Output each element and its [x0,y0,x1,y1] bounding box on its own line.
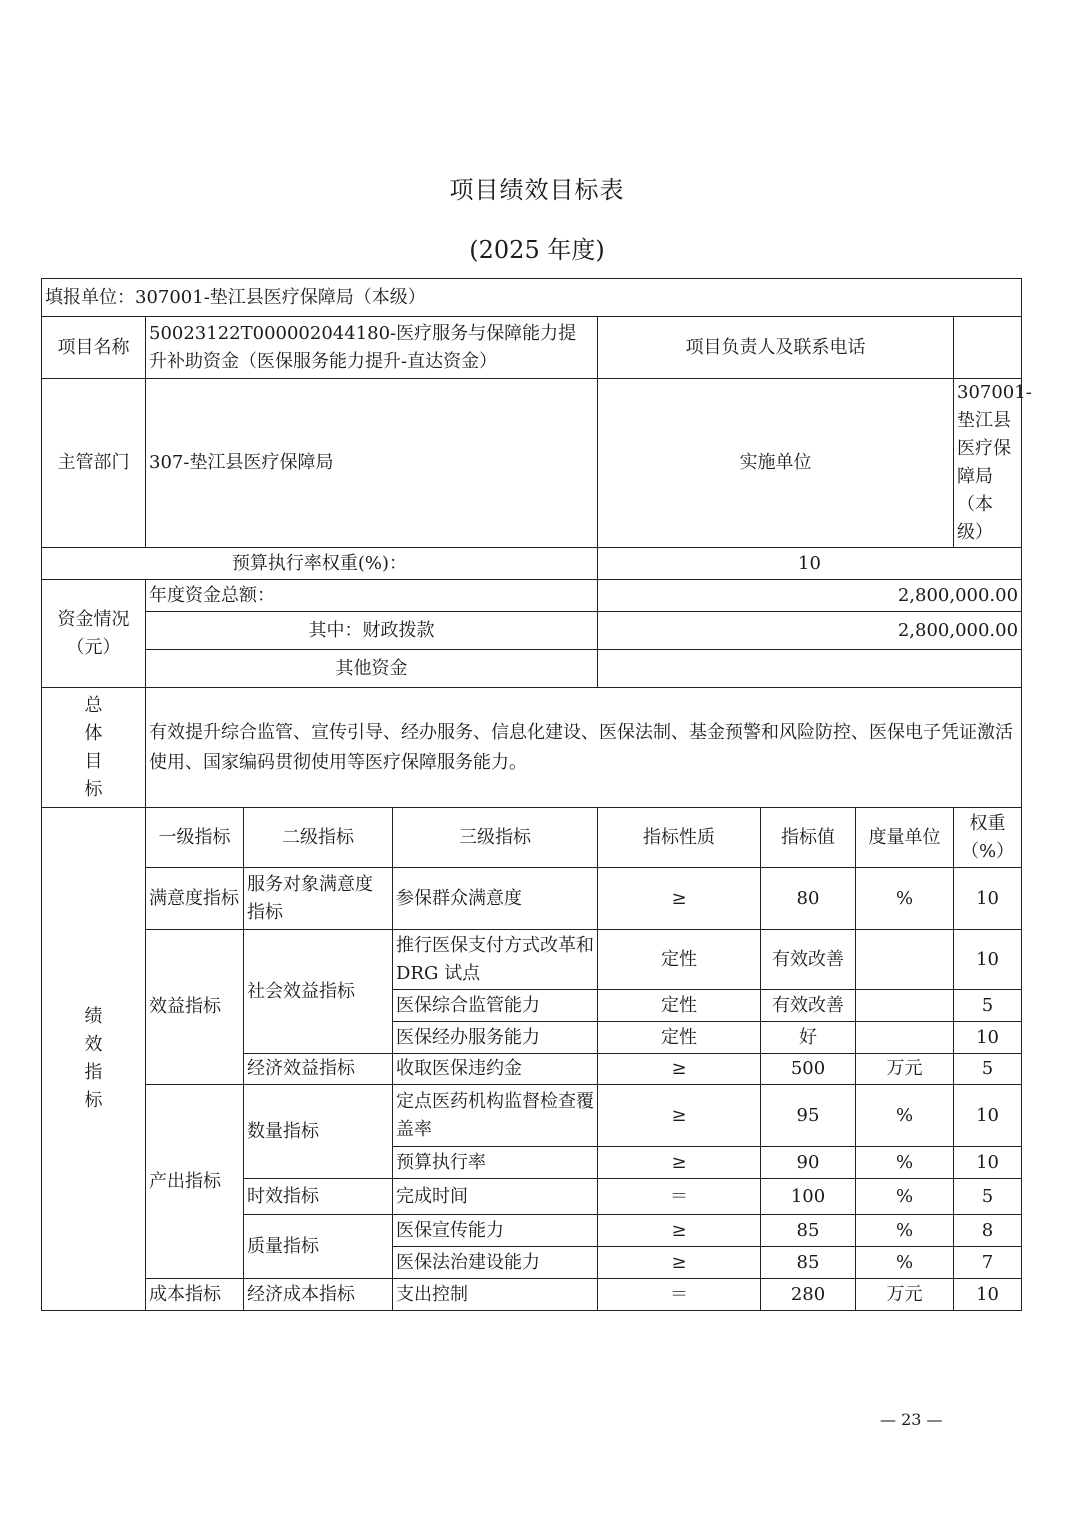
funds-fiscal-label: 其中：财政拨款 [146,612,598,650]
level2-cell: 数量指标 [244,1085,393,1179]
goal-char: 目 [84,750,103,772]
unit-cell: % [856,1147,954,1179]
header-value: 指标值 [761,808,856,868]
page-number: — 23 — [880,1410,943,1429]
value-cell: 95 [761,1085,856,1147]
reporting-unit: 填报单位：307001-垫江县医疗保障局（本级） [42,279,1022,317]
nature-cell: ＝ [598,1279,761,1311]
funds-fiscal-value: 2,800,000.00 [598,612,1022,650]
dept-value: 307-垫江县医疗保障局 [146,379,598,548]
level1-cell: 满意度指标 [146,868,244,930]
weight-cell: 10 [954,1147,1022,1179]
level1-cell: 效益指标 [146,930,244,1085]
level2-cell: 服务对象满意度指标 [244,868,393,930]
header-weight: 权重（%） [954,808,1022,868]
nature-cell: 定性 [598,1022,761,1054]
level3-cell: 医保综合监管能力 [393,990,598,1022]
value-cell: 85 [761,1215,856,1247]
level3-cell: 参保群众满意度 [393,868,598,930]
weight-cell: 5 [954,1179,1022,1215]
indicator-char: 指 [84,1062,103,1083]
level2-cell: 经济成本指标 [244,1279,393,1311]
level2-cell: 质量指标 [244,1215,393,1279]
value-cell: 好 [761,1022,856,1054]
funds-total-value: 2,800,000.00 [598,580,1022,612]
level1-cell: 成本指标 [146,1279,244,1311]
unit-cell: 万元 [856,1279,954,1311]
unit-cell [856,1022,954,1054]
overall-goal-label [42,688,146,808]
weight-cell: 10 [954,1279,1022,1311]
table-row [42,1085,1022,1147]
impl-unit-label: 实施单位 [598,379,954,548]
unit-cell: 万元 [856,1054,954,1085]
dept-label: 主管部门 [42,379,146,548]
weight-cell: 10 [954,930,1022,990]
weight-cell: 5 [954,990,1022,1022]
level3-cell: 医保经办服务能力 [393,1022,598,1054]
unit-cell: % [856,1247,954,1279]
funds-label: 资金情况（元） [42,580,146,688]
value-cell: 有效改善 [761,990,856,1022]
nature-cell: ≥ [598,1215,761,1247]
header-nature: 指标性质 [598,808,761,868]
level3-cell: 医保法治建设能力 [393,1247,598,1279]
goal-char: 标 [84,778,103,800]
nature-cell: ＝ [598,1179,761,1215]
level3-cell: 定点医药机构监督检查覆盖率 [393,1085,598,1147]
value-cell: 90 [761,1147,856,1179]
level3-cell: 收取医保违约金 [393,1054,598,1085]
value-cell: 280 [761,1279,856,1311]
unit-cell: % [856,1215,954,1247]
value-cell: 80 [761,868,856,930]
budget-weight-value: 10 [598,548,1022,580]
header-level1: 一级指标 [146,808,244,868]
indicator-char: 绩 [84,1006,103,1027]
goal-char: 体 [84,722,103,744]
header-level3: 三级指标 [393,808,598,868]
page-title: 项目绩效目标表 [449,176,625,204]
weight-cell: 7 [954,1247,1022,1279]
level3-cell: 预算执行率 [393,1147,598,1179]
weight-cell: 8 [954,1215,1022,1247]
value-cell: 100 [761,1179,856,1215]
unit-cell: % [856,868,954,930]
nature-cell: 定性 [598,930,761,990]
performance-indicators-label [42,808,146,1311]
nature-cell: ≥ [598,1085,761,1147]
nature-cell: ≥ [598,1147,761,1179]
performance-target-table [41,278,1032,1311]
table-row [42,1279,1022,1311]
nature-cell: ≥ [598,1247,761,1279]
impl-unit-value: 307001-垫江县医疗保障局（本级） [954,379,1022,548]
funds-other-label: 其他资金 [146,650,598,688]
indicator-char: 效 [84,1034,103,1055]
budget-weight-label: 预算执行率权重(%)： [42,548,598,580]
unit-cell [856,930,954,990]
level2-cell: 经济效益指标 [244,1054,393,1085]
nature-cell: ≥ [598,1054,761,1085]
nature-cell: ≥ [598,868,761,930]
project-name-value: 50023122T000002044180-医疗服务与保障能力提升补助资金（医保服务能力提升-直达资金） [146,317,598,379]
unit-cell: % [856,1085,954,1147]
table-row [42,930,1022,990]
weight-cell: 5 [954,1054,1022,1085]
project-manager-label: 项目负责人及联系电话 [598,317,954,379]
page-subtitle: (2025 年度) [469,236,605,264]
level3-cell: 支出控制 [393,1279,598,1311]
level3-cell: 推行医保支付方式改革和 DRG 试点 [393,930,598,990]
weight-cell: 10 [954,868,1022,930]
goal-char: 总 [84,694,103,716]
table-row [42,868,1022,930]
header-unit: 度量单位 [856,808,954,868]
indicator-char: 标 [84,1090,103,1111]
unit-cell: % [856,1179,954,1215]
value-cell: 85 [761,1247,856,1279]
value-cell: 500 [761,1054,856,1085]
level3-cell: 完成时间 [393,1179,598,1215]
project-manager-value [954,317,1022,379]
header-level2: 二级指标 [244,808,393,868]
overall-goal-text: 有效提升综合监管、宣传引导、经办服务、信息化建设、医保法制、基金预警和风险防控、医保电子凭证激活使用、国家编码贯彻使用等医疗保障服务能力。 [146,688,1022,808]
nature-cell: 定性 [598,990,761,1022]
weight-cell: 10 [954,1022,1022,1054]
level1-cell: 产出指标 [146,1085,244,1279]
value-cell: 有效改善 [761,930,856,990]
level3-cell: 医保宣传能力 [393,1215,598,1247]
unit-cell [856,990,954,1022]
weight-cell: 10 [954,1085,1022,1147]
level2-cell: 社会效益指标 [244,930,393,1054]
level2-cell: 时效指标 [244,1179,393,1215]
funds-other-value [598,650,1022,688]
project-name-label: 项目名称 [42,317,146,379]
funds-total-label: 年度资金总额： [146,580,598,612]
